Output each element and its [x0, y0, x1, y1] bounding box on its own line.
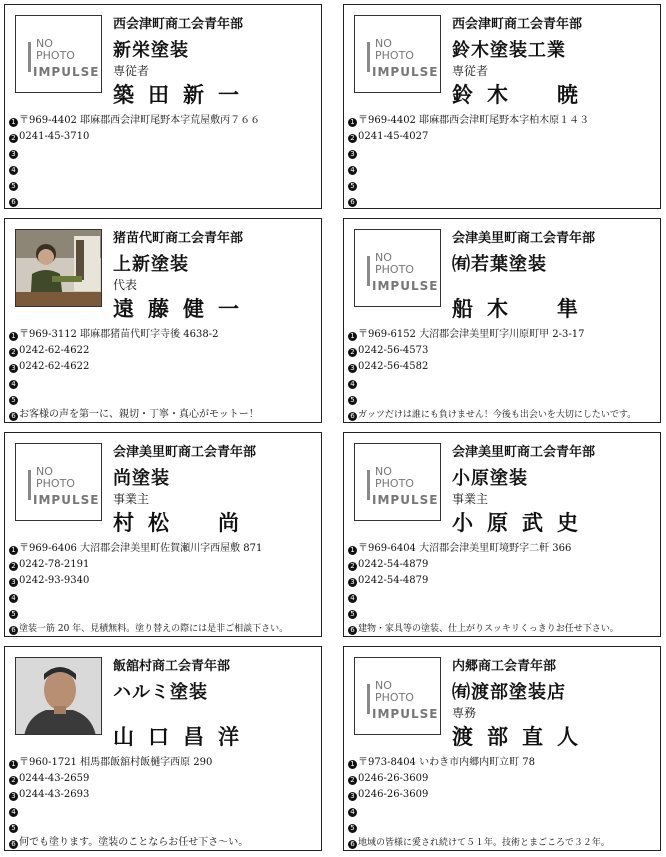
address-row: 1 〒969-4402 耶麻郡西会津町尾野本字荒屋敷丙７６６ [9, 113, 319, 129]
org-name: 西会津町商工会青年部 [113, 17, 244, 32]
org-name: 会津美里町商工会青年部 [452, 445, 596, 460]
phone-row: 2 0242-54-4879 [348, 557, 658, 573]
info-row-5: 5 [348, 819, 658, 835]
info-row-4: 4 [9, 375, 319, 391]
fax-row: 3 [9, 145, 319, 161]
role-title: 事業主 [452, 492, 489, 506]
business-card [343, 432, 661, 637]
message-row: 6 何でも塗ります。塗装のことならお任せ下さ〜い。 [9, 835, 319, 851]
company-name: 新栄塗装 [113, 40, 189, 61]
info-row-4: 4 [348, 803, 658, 819]
role-title: 事業主 [113, 492, 150, 506]
info-list [9, 541, 319, 637]
business-card [4, 646, 322, 851]
address-row: 1 〒969-6406 大沼郡会津美里町佐賀瀬川字西屋敷 871 [9, 541, 319, 557]
business-card [343, 218, 661, 423]
info-row-4: 4 [9, 589, 319, 605]
fax-row: 3 0242-54-4879 [348, 573, 658, 589]
info-row-4: 4 [348, 375, 658, 391]
company-name: ハルミ塗装 [113, 682, 208, 703]
person-name: 築田新一 [113, 82, 253, 107]
info-list [348, 327, 658, 423]
phone-row: 2 0241-45-3710 [9, 129, 319, 145]
address-row: 1 〒969-6152 大沼郡会津美里町字川原町甲 2-3-17 [348, 327, 658, 343]
message-row: 6 塗装一筋 20 年、見積無料。塗り替えの際には是非ご相談下さい。 [9, 621, 319, 637]
message-row: 6 建物・家具等の塗装、仕上がりスッキリくっきりお任せ下さい。 [348, 621, 658, 637]
org-name: 会津美里町商工会青年部 [452, 231, 596, 246]
phone-row: 2 0242-62-4622 [9, 343, 319, 359]
info-row-4: 4 [9, 803, 319, 819]
role-title: 専従者 [452, 64, 489, 78]
info-row-4: 4 [348, 161, 658, 177]
business-card [343, 4, 661, 209]
message-row: 6 ガッツだけは誰にも負けません！今後も出会いを大切にしたいです。 [348, 407, 658, 423]
person-name: 村松 尚 [113, 510, 253, 535]
no-photo-placeholder: NO PHOTO IMPULSE [354, 229, 441, 307]
address-row: 1 〒969-3112 耶麻郡猪苗代町字寺後 4638-2 [9, 327, 319, 343]
address-row: 1 〒960-1721 相馬郡飯舘村飯樋字西原 290 [9, 755, 319, 771]
org-name: 内郷商工会青年部 [452, 659, 557, 674]
message-row: 6 [348, 193, 658, 209]
info-row-4: 4 [9, 161, 319, 177]
business-card [4, 432, 322, 637]
message-row: 6 地域の皆様に愛され続けて５１年。技術とまごころで３２年。 [348, 835, 658, 851]
info-row-5: 5 [348, 391, 658, 407]
info-row-5: 5 [348, 605, 658, 621]
person-name: 渡部直人 [452, 724, 592, 749]
phone-row: 2 0244-43-2659 [9, 771, 319, 787]
org-name: 猪苗代町商工会青年部 [113, 231, 244, 246]
info-list [348, 755, 658, 851]
role-title: 代表 [113, 278, 138, 292]
company-name: ㈲若葉塗装 [452, 254, 547, 275]
fax-row: 3 0242-93-9340 [9, 573, 319, 589]
info-list [348, 113, 658, 209]
info-row-5: 5 [9, 391, 319, 407]
person-name: 船木 隼 [452, 296, 592, 321]
fax-row: 3 0242-56-4582 [348, 359, 658, 375]
org-name: 飯舘村商工会青年部 [113, 659, 231, 674]
role-title: 専務 [452, 706, 477, 720]
address-row: 1 〒969-4402 耶麻郡西会津町尾野本字柏木原１４３ [348, 113, 658, 129]
fax-row: 3 0244-43-2693 [9, 787, 319, 803]
company-name: 小原塗装 [452, 468, 528, 489]
no-photo-placeholder: NO PHOTO IMPULSE [354, 15, 441, 93]
info-list [348, 541, 658, 637]
role-title: 専従者 [113, 64, 150, 78]
phone-row: 2 0246-26-3609 [348, 771, 658, 787]
address-row: 1 〒969-6404 大沼郡会津美里町境野字二軒 366 [348, 541, 658, 557]
info-row-5: 5 [9, 819, 319, 835]
message-row: 6 [9, 193, 319, 209]
person-name: 鈴木 暁 [452, 82, 592, 107]
fax-row: 3 0242-62-4622 [9, 359, 319, 375]
business-card [343, 646, 661, 851]
phone-row: 2 0241-45-4027 [348, 129, 658, 145]
info-row-4: 4 [348, 589, 658, 605]
person-photo [15, 657, 102, 735]
info-list [9, 327, 319, 423]
address-row: 1 〒973-8404 いわき市内郷内町立町 78 [348, 755, 658, 771]
no-photo-placeholder: NO PHOTO IMPULSE [354, 657, 441, 735]
fax-row: 3 [348, 145, 658, 161]
info-list [9, 755, 319, 851]
company-name: 上新塗装 [113, 254, 189, 275]
phone-row: 2 0242-56-4573 [348, 343, 658, 359]
company-name: 尚塗装 [113, 468, 170, 489]
info-row-5: 5 [348, 177, 658, 193]
person-name: 遠藤健一 [113, 296, 253, 321]
no-photo-placeholder: NO PHOTO IMPULSE [15, 15, 102, 93]
business-card [4, 4, 322, 209]
no-photo-placeholder: NO PHOTO IMPULSE [354, 443, 441, 521]
person-name: 小原武史 [452, 510, 592, 535]
info-list [9, 113, 319, 209]
person-name: 山口昌洋 [113, 724, 253, 749]
no-photo-placeholder: NO PHOTO IMPULSE [15, 443, 102, 521]
info-row-5: 5 [9, 605, 319, 621]
person-photo [15, 229, 102, 307]
org-name: 西会津町商工会青年部 [452, 17, 583, 32]
org-name: 会津美里町商工会青年部 [113, 445, 257, 460]
company-name: 鈴木塗装工業 [452, 40, 566, 61]
business-card [4, 218, 322, 423]
info-row-5: 5 [9, 177, 319, 193]
fax-row: 3 0246-26-3609 [348, 787, 658, 803]
company-name: ㈲渡部塗装店 [452, 682, 566, 703]
message-row: 6 お客様の声を第一に、親切・丁寧・真心がモットー！ [9, 407, 319, 423]
phone-row: 2 0242-78-2191 [9, 557, 319, 573]
